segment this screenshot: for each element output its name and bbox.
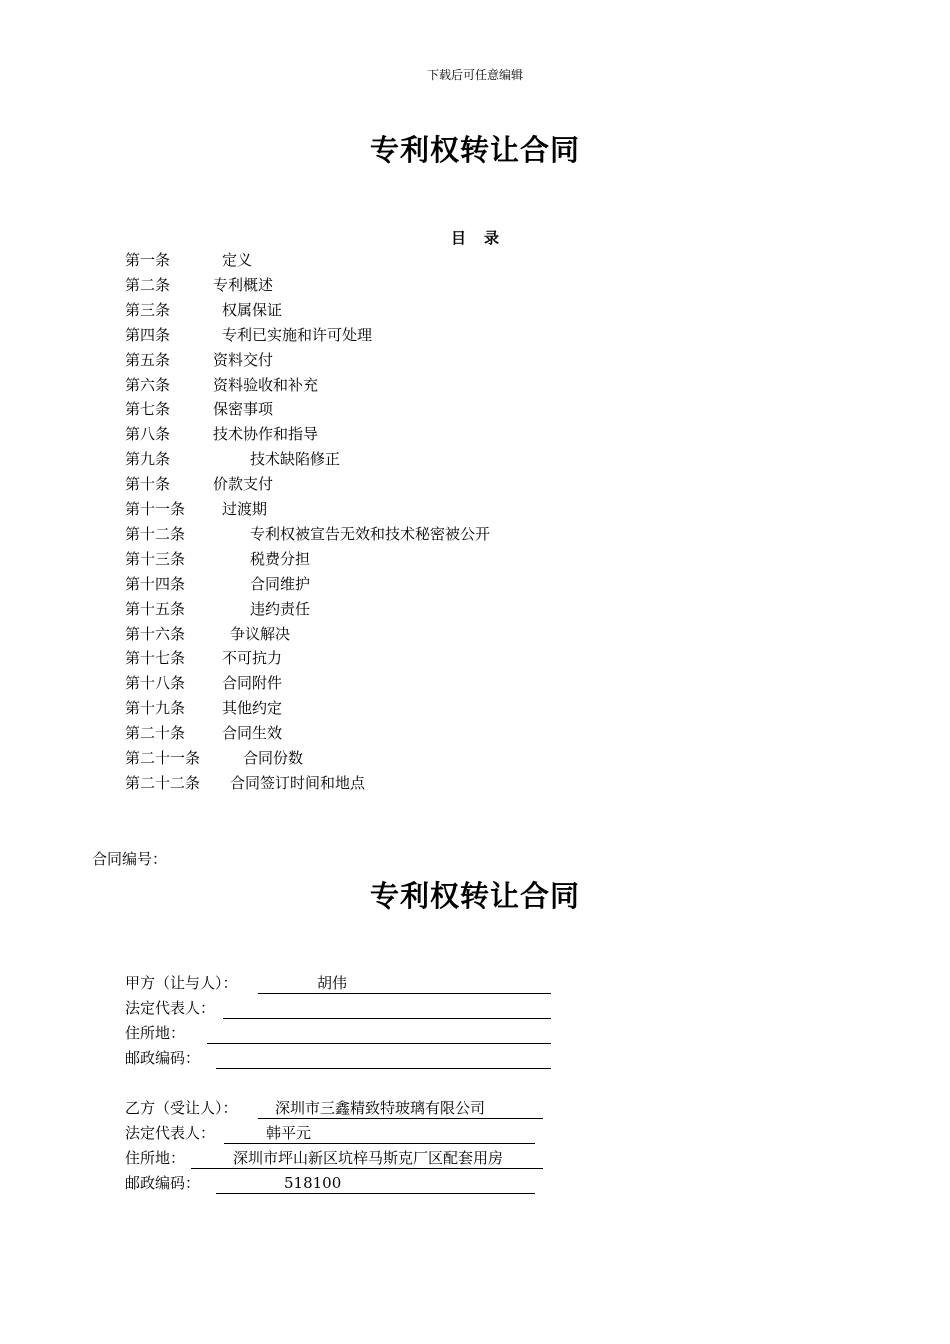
cover-title: 专利权转让合同 [369,133,580,167]
toc-item-title: 保密事项 [213,400,274,419]
toc-item-number: 第二条 [125,275,171,294]
toc-item-title: 合同生效 [222,724,283,743]
party-b-rep-line [224,1123,535,1144]
party-b-name-value: 深圳市三鑫精致特玻璃有限公司 [275,1099,486,1117]
toc-item-title: 违约责任 [250,599,311,618]
party-b-postcode-label: 邮政编码： [125,1174,201,1192]
header-note: 下载后可任意编辑 [426,68,523,82]
toc-item-title: 专利概述 [213,275,274,294]
toc-item-number: 第二十条 [125,724,186,743]
party-a-name-label: 甲方（让与人）： [125,974,238,992]
toc-item-title: 技术协作和指导 [213,425,319,444]
toc-item-title: 权属保证 [222,300,283,319]
toc-item-number: 第三条 [125,300,171,319]
party-b-postcode-line [216,1173,535,1194]
toc-item-number: 第二十二条 [125,773,201,792]
toc-item-title: 专利权被宣告无效和技术秘密被公开 [250,524,491,543]
toc-item-title: 合同签订时间和地点 [230,773,366,792]
toc-item-number: 第十六条 [125,624,186,643]
toc-item-number: 第十五条 [125,599,186,618]
toc-item-number: 第二十一条 [125,749,201,767]
toc-item-number: 第五条 [125,350,171,369]
party-a-address-label: 住所地： [125,1024,186,1042]
toc-item-number: 第六条 [125,375,171,394]
toc-item-number: 第九条 [125,450,171,469]
party-a-postcode-line [216,1048,551,1069]
toc-item-number: 第十八条 [125,674,186,693]
toc-item-number: 第七条 [125,400,171,419]
contract-number-label: 合同编号： [92,850,168,868]
toc-item-title: 税费分担 [250,549,311,568]
party-b-rep-label: 法定代表人： [125,1124,216,1142]
toc-item-title: 定义 [222,251,253,269]
toc-item-number: 第十三条 [125,549,186,568]
toc-item-title: 合同附件 [222,674,283,693]
party-b-postcode-value: 518100 [284,1174,342,1192]
toc-item-number: 第十四条 [125,574,186,593]
toc-item-number: 第十条 [125,475,171,494]
toc-item-title: 合同维护 [250,574,311,593]
toc-item-title: 专利已实施和许可处理 [222,325,373,344]
party-b-address-value: 深圳市坪山新区坑梓马斯克厂区配套用房 [233,1149,504,1167]
party-b-address-label: 住所地： [125,1149,186,1167]
party-b-address-line [191,1148,543,1169]
contract-title: 专利权转让合同 [369,879,580,913]
party-b-rep-value: 韩平元 [266,1124,312,1142]
toc-item-title: 合同份数 [243,749,304,767]
toc-item-number: 第十二条 [125,524,186,543]
toc-item-number: 第十九条 [125,699,186,718]
party-a-postcode-label: 邮政编码： [125,1049,201,1067]
toc-item-number: 第十一条 [125,500,186,518]
toc-item-title: 技术缺陷修正 [250,450,341,469]
party-a-name-line [258,973,551,994]
toc-heading-char-2: 录 [484,229,500,247]
party-a-rep-line [223,998,551,1019]
toc-item-title: 价款支付 [213,475,274,494]
toc-item-number: 第八条 [125,425,171,444]
party-a-rep-label: 法定代表人： [125,999,216,1017]
toc-item-title: 过渡期 [222,500,268,518]
toc-item-title: 资料交付 [213,350,274,369]
toc-item-title: 争议解决 [230,624,291,643]
toc-item-title: 资料验收和补充 [213,375,319,394]
party-b-name-line [258,1098,543,1119]
party-a-name-value: 胡伟 [317,974,348,992]
toc-item-title: 其他约定 [222,699,283,718]
toc-item-number: 第一条 [125,251,171,269]
toc-item-title: 不可抗力 [222,649,283,668]
toc-heading [0,227,950,248]
party-b-name-label: 乙方（受让人）： [125,1099,238,1117]
toc-item-number: 第十七条 [125,649,186,668]
toc-item-number: 第四条 [125,325,171,344]
toc-heading-char-1: 目 [450,229,466,247]
party-a-address-line [207,1023,551,1044]
